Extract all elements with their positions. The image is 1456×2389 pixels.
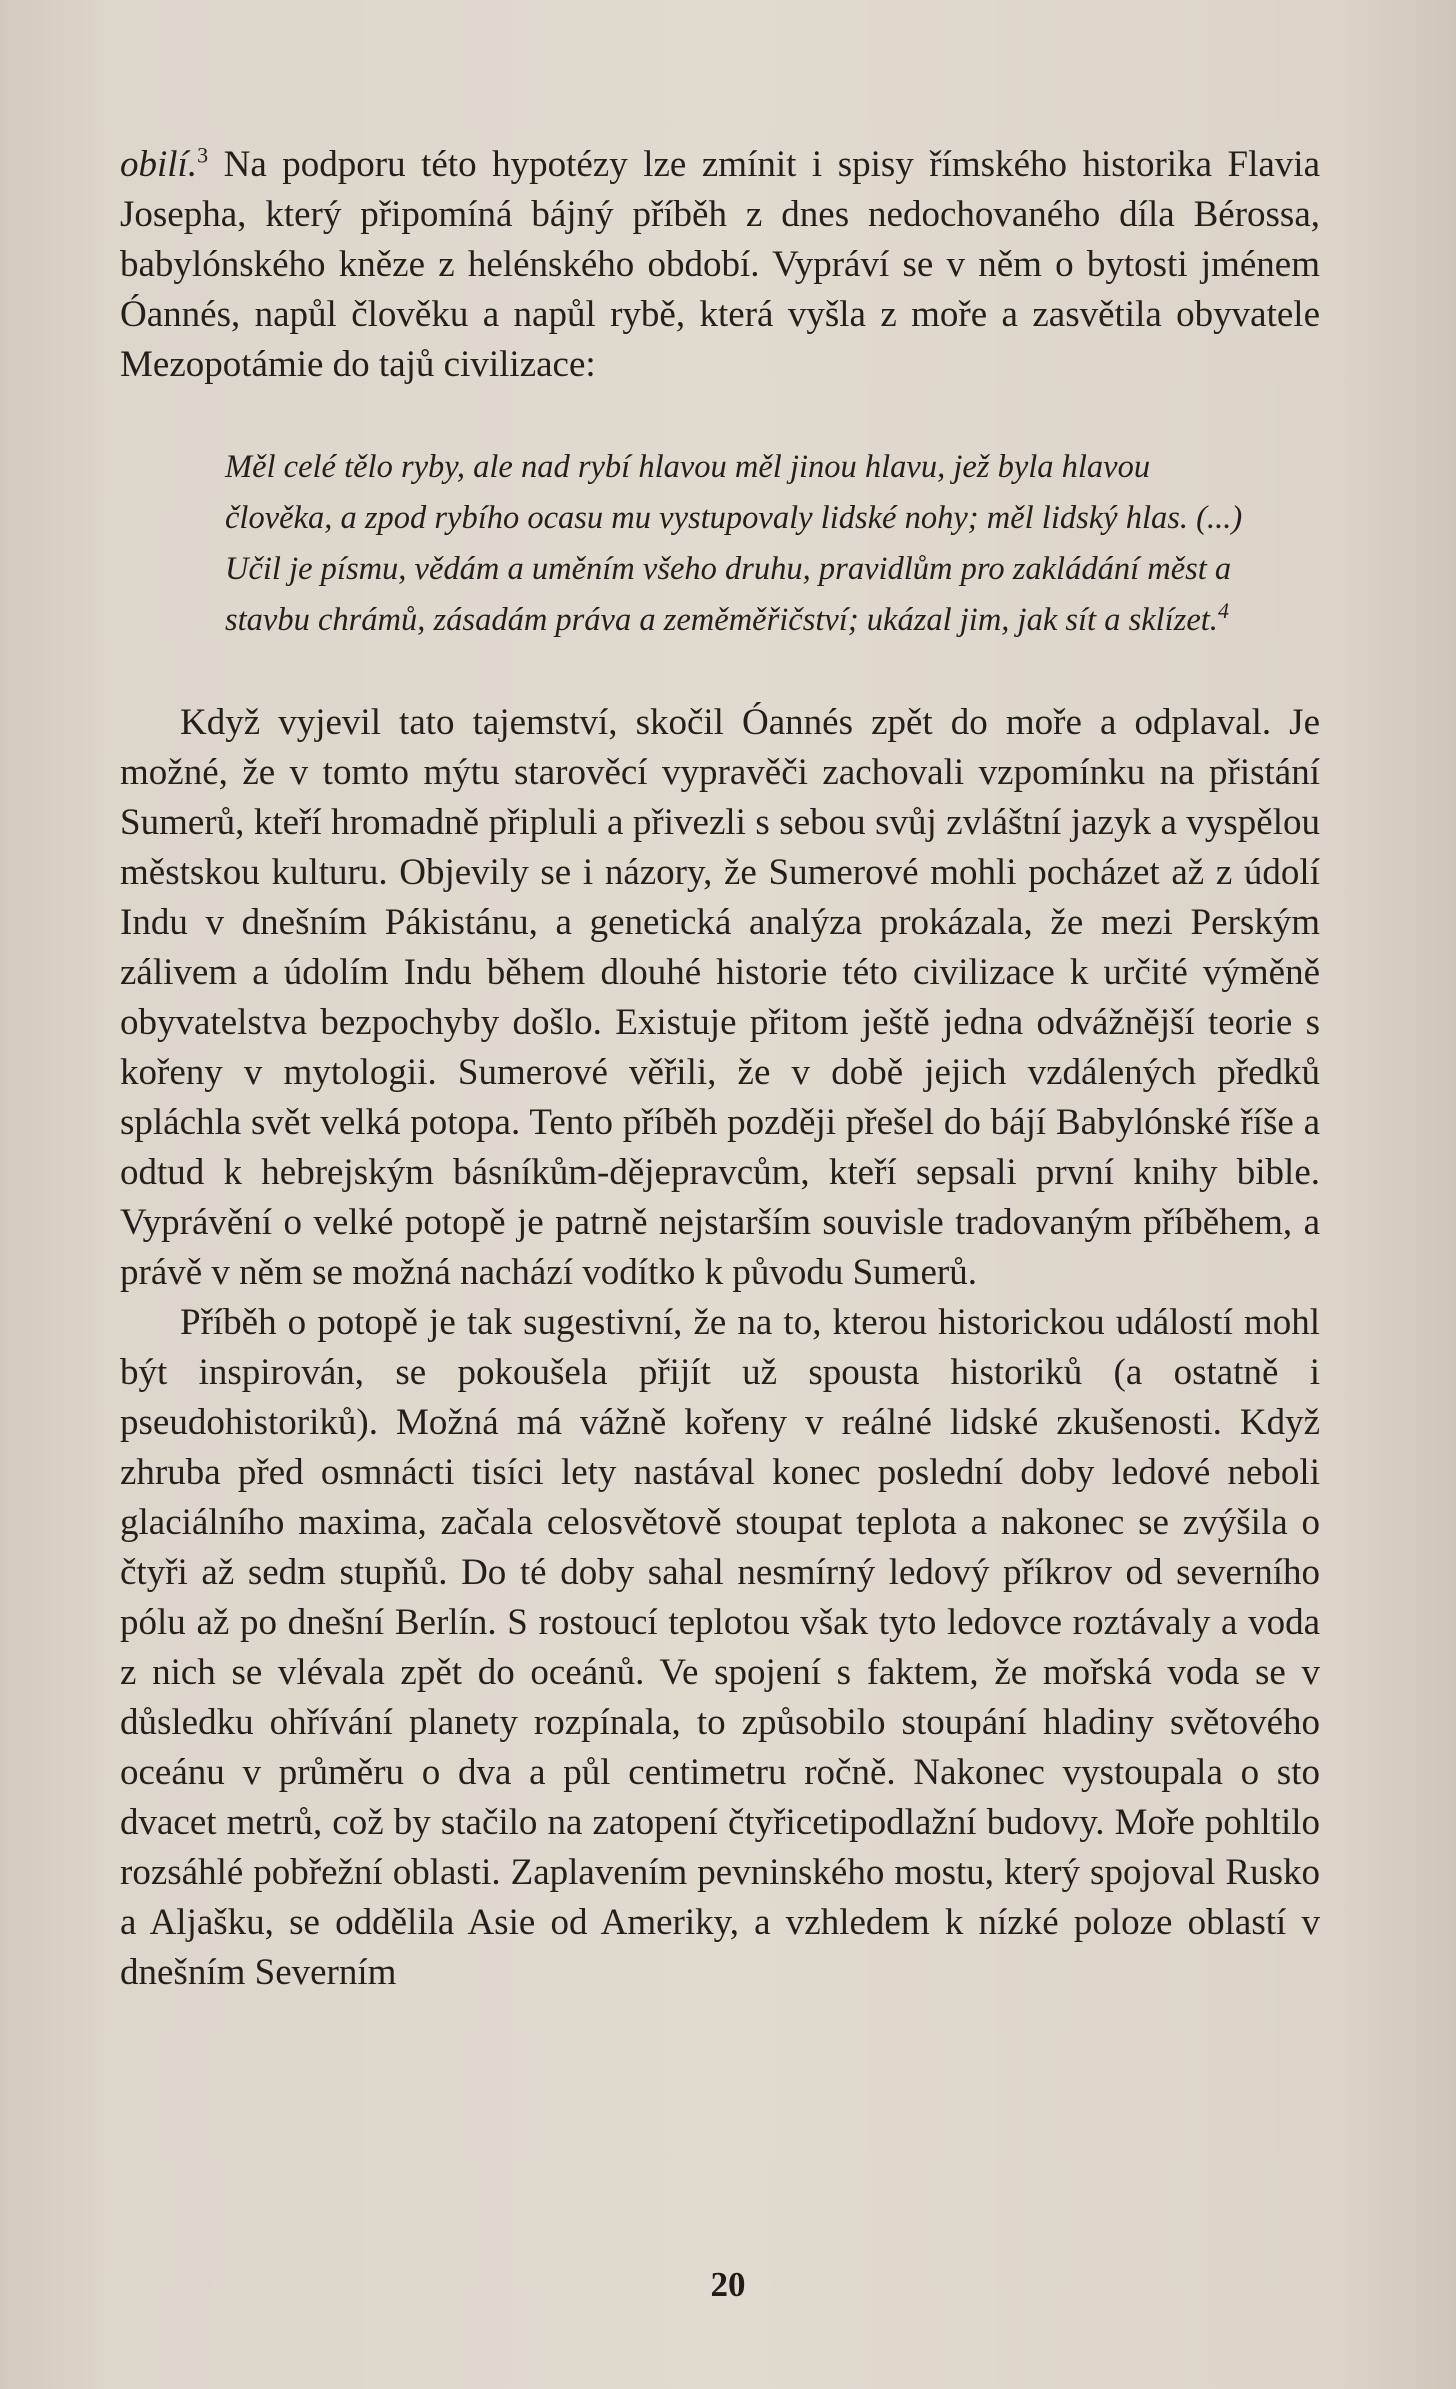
quoted-passage-text: Měl celé tělo ryby, ale nad rybí hlavou měl jinou hlavu, jež byla hlavou člověka, a zpod rybího ocasu mu vystupovaly lidské nohy; měl lidský hlas. (...) Učil je písmu, vědám a uměním všeho druhu, pravidlům pro zakládání měst a stavbu chrámů, zásadám práva a zeměměřičství; ukázal jim, jak sít a sklízet. xyxy=(225,449,1243,638)
footnote-marker-3: 3 xyxy=(197,142,209,168)
opening-word: obilí. xyxy=(120,144,198,185)
opening-paragraph-text: Na podporu této hypotézy lze zmínit i spisy římského historika Flavia Josepha, který připomíná bájný příběh z dnes nedochovaného díla Bérossa, babylónského kněze z helénského období. Vypráví se v něm o bytosti jménem Óannés, napůl člověku a napůl rybě, která vyšla z moře a zasvětila obyvatele Mezopotámie do tajů civilizace: xyxy=(120,144,1320,385)
quoted-passage xyxy=(225,442,1260,646)
body-paragraph-1: Když vyjevil tato tajemství, skočil Óannés zpět do moře a odplaval. Je možné, že v tomto mýtu starověcí vypravěči zachovali vzpomínku na přistání Sumerů, kteří hromadně připluli a přivezli s sebou svůj zvláštní jazyk a vyspělou městskou kulturu. Objevily se i názory, že Sumerové mohli pocházet až z údolí Indu v dnešním Pákistánu, a genetická analýza prokázala, že mezi Perským zálivem a údolím Indu během dlouhé historie této civilizace k určité výměně obyvatelstva bezpochyby došlo. Existuje přitom ještě jedna odvážnější teorie s kořeny v mytologii. Sumerové věřili, že v době jejich vzdálených předků spláchla svět velká potopa. Tento příběh později přešel do bájí Babylónské říše a odtud k hebrejským básníkům-dějepravcům, kteří sepsali první knihy bible. Vyprávění o velké potopě je patrně nejstarším souvisle tradovaným příběhem, a právě v něm se možná nachází vodítko k původu Sumerů. xyxy=(120,702,1320,1293)
body-paragraph-2: Příběh o potopě je tak sugestivní, že na to, kterou historickou událostí mohl být inspirován, se pokoušela přijít už spousta historiků (a ostatně i pseudohistoriků). Možná má vážně kořeny v reálné lidské zkušenosti. Když zhruba před osmnácti tisíci lety nastával konec poslední doby ledové neboli glaciálního maxima, začala celosvětově stoupat teplota a nakonec se zvýšila o čtyři až sedm stupňů. Do té doby sahal nesmírný ledový příkrov od severního pólu až po dnešní Berlín. S rostoucí teplotou však tyto ledovce roztávaly a voda z nich se vlévala zpět do oceánů. Ve spojení s faktem, že mořská voda se v důsledku ohřívání planety rozpínala, to způsobilo stoupání hladiny světového oceánu v průměru o dva a půl centimetru ročně. Nakonec vystoupala o sto dvacet metrů, což by stačilo na zatopení čtyřicetipodlažní budovy. Moře pohltilo rozsáhlé pobřežní oblasti. Zaplavením pevninského mostu, který spojoval Rusko a Aljašku, se oddělila Asie od Ameriky, a vzhledem k nízké poloze oblastí v dnešním Severním xyxy=(120,1302,1320,1993)
page-text xyxy=(120,140,1320,1998)
opening-paragraph xyxy=(120,140,1320,390)
page-number: 20 xyxy=(710,2265,746,2304)
footnote-marker-4: 4 xyxy=(1217,598,1229,624)
